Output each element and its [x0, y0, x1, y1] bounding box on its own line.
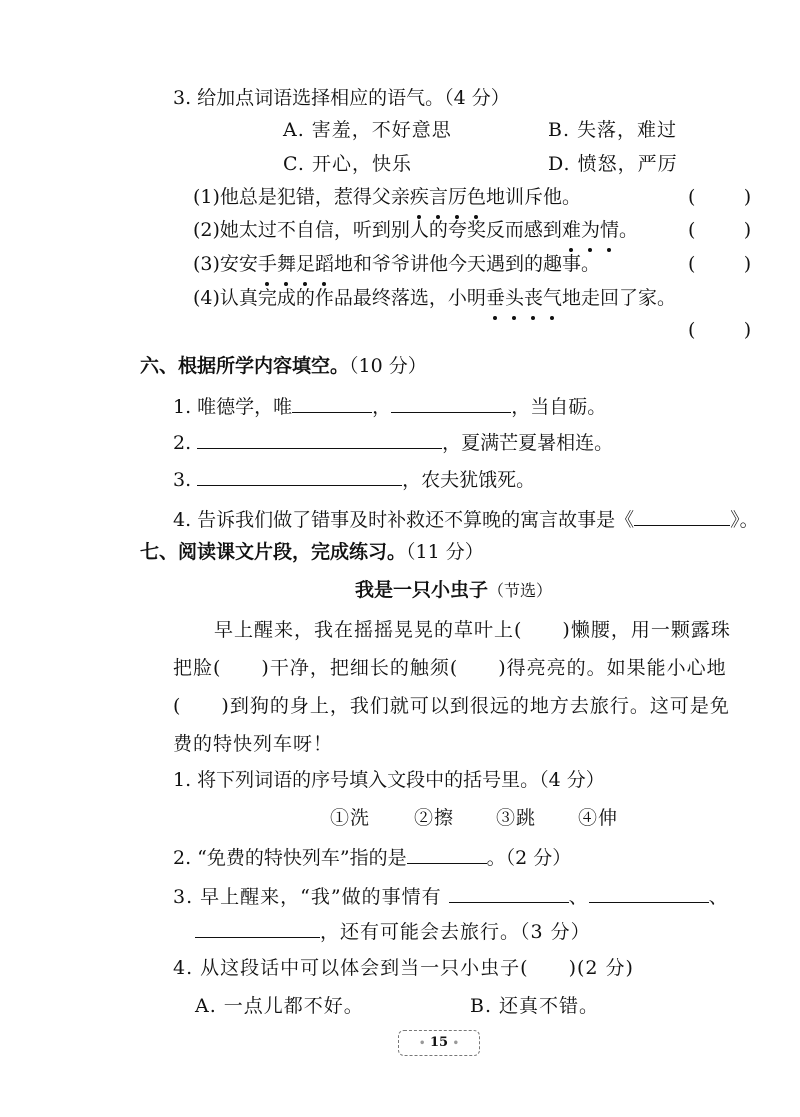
- emphasis-char: 垂: [485, 287, 505, 309]
- sec7-q2: 2. “免费的特快列车”指的是 。（2 分）: [173, 843, 571, 871]
- dot-left-icon: •: [419, 1038, 426, 1049]
- emphasis-char: 疾: [409, 186, 429, 208]
- section-6-heading: 六、根据所学内容填空。（10 分）: [140, 355, 427, 377]
- emphasis-char: 言: [428, 186, 448, 208]
- emphasis-char: 气: [542, 287, 562, 309]
- emphasis-char: 足: [295, 253, 315, 275]
- q3-item-4: (4)认真完成的作品最终落选，小明垂头丧气地走回了家。: [193, 287, 676, 309]
- passage-line-2: 把脸( )干净，把细长的触须( )得亮亮的。如果能小心地: [173, 657, 727, 679]
- q3-title: 3. 给加点词语选择相应的语气。（4 分）: [173, 87, 510, 109]
- emphasis-char: 头: [504, 287, 524, 309]
- page-number: 15: [429, 1035, 449, 1050]
- dot-right-icon: •: [452, 1038, 459, 1049]
- emphasis-char: 舞: [276, 253, 296, 275]
- emphasis-char: 蹈: [314, 253, 334, 275]
- emphasis-char: 色: [466, 186, 486, 208]
- fill-blank[interactable]: [195, 917, 320, 938]
- q3-option-c: C. 开心，快乐: [283, 153, 412, 175]
- fill-blank[interactable]: [634, 505, 730, 526]
- sec6-item-4: 4. 告诉我们做了错事及时补救还不算晚的寓言故事是《 》。: [173, 505, 759, 533]
- emphasis-char: 难: [561, 219, 581, 241]
- sec7-q1-option-3: ③跳: [496, 807, 537, 829]
- sec7-q4-option-a: A. 一点儿都不好。: [195, 995, 364, 1017]
- dotted-word: [486, 287, 562, 309]
- sec7-q1: 1. 将下列词语的序号填入文段中的括号里。（4 分）: [173, 769, 605, 791]
- passage-line-4: 费的特快列车呀！: [173, 733, 334, 755]
- page-number-badge: [398, 1030, 480, 1056]
- q3-option-a: A. 害羞，不好意思: [283, 119, 452, 141]
- q3-item-3: (3)安安手舞足蹈地和爷爷讲他今天遇到的趣事。: [193, 253, 600, 275]
- sec6-item-1: 1. 唯德学，唯 ， ，当自砺。: [173, 392, 606, 420]
- passage-title: 我是一只小虫子（节选）: [355, 579, 553, 601]
- sec7-q1-option-4: ④伸: [578, 807, 619, 829]
- fill-blank[interactable]: [391, 392, 511, 413]
- passage-line-3: ( )到狗的身上，我们就可以到很远的地方去旅行。这可是免: [173, 695, 730, 717]
- answer-paren-2[interactable]: ( ): [688, 219, 752, 241]
- sec6-item-2: 2. ，夏满芒夏暑相连。: [173, 428, 613, 456]
- q3-item-1: (1)他总是犯错，惹得父亲疾言厉色地训斥他。: [193, 186, 581, 208]
- emphasis-char: 丧: [523, 287, 543, 309]
- fill-blank[interactable]: [589, 882, 709, 903]
- fill-blank[interactable]: [197, 465, 402, 486]
- fill-blank[interactable]: [197, 428, 442, 449]
- fill-blank[interactable]: [292, 392, 372, 413]
- passage-line-1: 早上醒来，我在摇摇晃晃的草叶上( )懒腰，用一颗露珠: [214, 619, 731, 641]
- dotted-word: [410, 186, 486, 208]
- sec7-q4-option-b: B. 还真不错。: [470, 995, 600, 1017]
- q3-option-d: D. 愤怒，严厉: [548, 153, 678, 175]
- emphasis-char: 手: [257, 253, 277, 275]
- answer-paren-4[interactable]: ( ): [688, 319, 752, 341]
- section-7-heading: 七、阅读课文片段，完成练习。（11 分）: [140, 541, 484, 563]
- sec7-q1-option-2: ②擦: [414, 807, 455, 829]
- dotted-word: [258, 253, 334, 275]
- dotted-word: [562, 219, 619, 241]
- sec7-q1-option-1: ①洗: [330, 807, 371, 829]
- fill-blank[interactable]: [407, 843, 487, 864]
- sec6-item-3: 3. ，农夫犹饿死。: [173, 465, 535, 493]
- sec7-q3-line2: ，还有可能会去旅行。（3 分）: [195, 917, 591, 945]
- emphasis-char: 为: [580, 219, 600, 241]
- q3-option-b: B. 失落，难过: [548, 119, 678, 141]
- answer-paren-1[interactable]: ( ): [688, 186, 752, 208]
- emphasis-char: 厉: [447, 186, 467, 208]
- emphasis-char: 情: [599, 219, 619, 241]
- q3-item-2: (2)她太过不自信，听到别人的夸奖反而感到难为情。: [193, 219, 638, 241]
- answer-paren-3[interactable]: ( ): [688, 253, 752, 275]
- sec7-q3-line1: 3. 早上醒来，“我”做的事情有 、 、: [173, 882, 729, 910]
- fill-blank[interactable]: [449, 882, 569, 903]
- sec7-q4: 4. 从这段话中可以体会到当一只小虫子( )(2 分): [173, 957, 634, 979]
